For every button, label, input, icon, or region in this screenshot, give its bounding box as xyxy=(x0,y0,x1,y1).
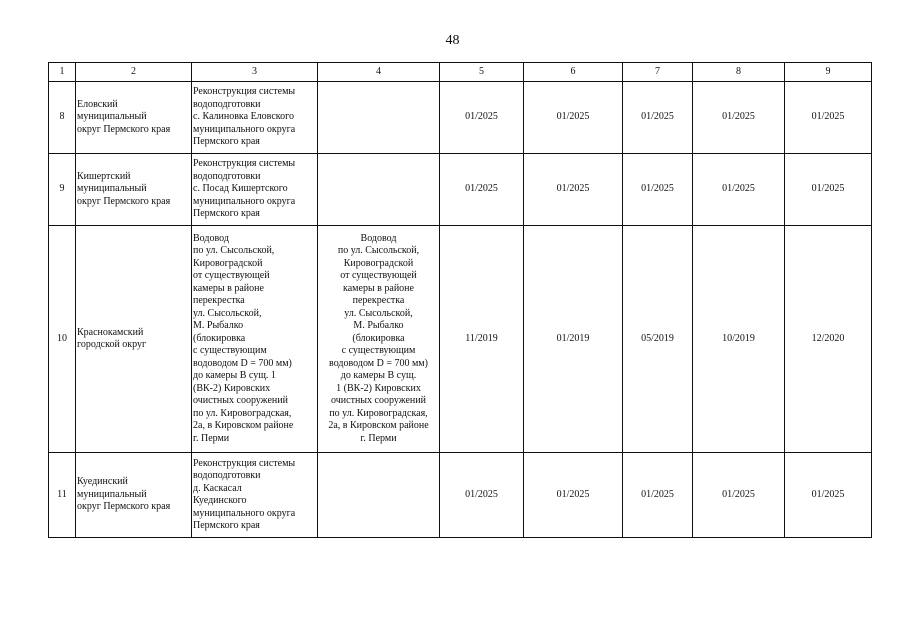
project-cell: Водовод по ул. Сысольской, Кировоградской от существующей камеры в районе перекрестка ул. Сысольской, М. Рыбалко (блокировка с существующим водоводом D = 700 мм) до камеры В сущ. 1 (ВК-2) Кировских очистных сооружений по ул. Кировоградская, 2а, в Кировском районе г. Перми xyxy=(192,226,318,453)
date-cell: 01/2025 xyxy=(524,154,623,226)
data-table xyxy=(48,62,872,538)
date-cell: 01/2025 xyxy=(524,82,623,154)
date-cell: 01/2019 xyxy=(524,226,623,453)
project-cell: Реконструкция системы водоподготовки д. Каскасал Куединского муниципального округа Пермского края xyxy=(192,453,318,538)
project-cell: Реконструкция системы водоподготовки с. Посад Кишертского муниципального округа Пермского края xyxy=(192,154,318,226)
header-cell: 7 xyxy=(623,63,693,82)
header-cell: 6 xyxy=(524,63,623,82)
row-number: 8 xyxy=(49,82,76,154)
table-row xyxy=(49,154,872,226)
date-cell: 10/2019 xyxy=(693,226,785,453)
municipality-cell: Кишертский муниципальный округ Пермского края xyxy=(76,154,192,226)
date-cell: 01/2025 xyxy=(785,453,872,538)
object-cell xyxy=(318,154,440,226)
date-cell: 11/2019 xyxy=(440,226,524,453)
row-number: 11 xyxy=(49,453,76,538)
table-row xyxy=(49,453,872,538)
project-cell: Реконструкция системы водоподготовки с. Калиновка Еловского муниципального округа Пермского края xyxy=(192,82,318,154)
page-number: 48 xyxy=(445,33,460,48)
header-row xyxy=(49,63,872,82)
date-cell: 01/2025 xyxy=(623,453,693,538)
date-cell: 01/2025 xyxy=(693,82,785,154)
date-cell: 01/2025 xyxy=(785,82,872,154)
table-row xyxy=(49,82,872,154)
header-cell: 3 xyxy=(192,63,318,82)
table-row xyxy=(49,226,872,453)
header-cell: 1 xyxy=(49,63,76,82)
municipality-cell: Краснокамский городской округ xyxy=(76,226,192,453)
date-cell: 01/2025 xyxy=(623,82,693,154)
date-cell: 01/2025 xyxy=(623,154,693,226)
date-cell: 01/2025 xyxy=(693,453,785,538)
header-cell: 4 xyxy=(318,63,440,82)
date-cell: 01/2025 xyxy=(524,453,623,538)
header-cell: 9 xyxy=(785,63,872,82)
date-cell: 01/2025 xyxy=(440,82,524,154)
header-cell: 2 xyxy=(76,63,192,82)
date-cell: 01/2025 xyxy=(693,154,785,226)
municipality-cell: Куединский муниципальный округ Пермского края xyxy=(76,453,192,538)
date-cell: 12/2020 xyxy=(785,226,872,453)
header-cell: 8 xyxy=(693,63,785,82)
header-cell: 5 xyxy=(440,63,524,82)
object-cell xyxy=(318,82,440,154)
date-cell: 05/2019 xyxy=(623,226,693,453)
municipality-cell: Еловский муниципальный округ Пермского края xyxy=(76,82,192,154)
row-number: 9 xyxy=(49,154,76,226)
object-cell: Водовод по ул. Сысольской, Кировоградской от существующей камеры в районе перекрестка ул. Сысольской, М. Рыбалко (блокировка с существующим водоводом D = 700 мм) до камеры В сущ. 1 (ВК-2) Кировских очистных сооружений по ул. Кировоградская, 2а, в Кировском районе г. Перми xyxy=(318,226,440,453)
object-cell xyxy=(318,453,440,538)
date-cell: 01/2025 xyxy=(785,154,872,226)
row-number: 10 xyxy=(49,226,76,453)
date-cell: 01/2025 xyxy=(440,154,524,226)
date-cell: 01/2025 xyxy=(440,453,524,538)
